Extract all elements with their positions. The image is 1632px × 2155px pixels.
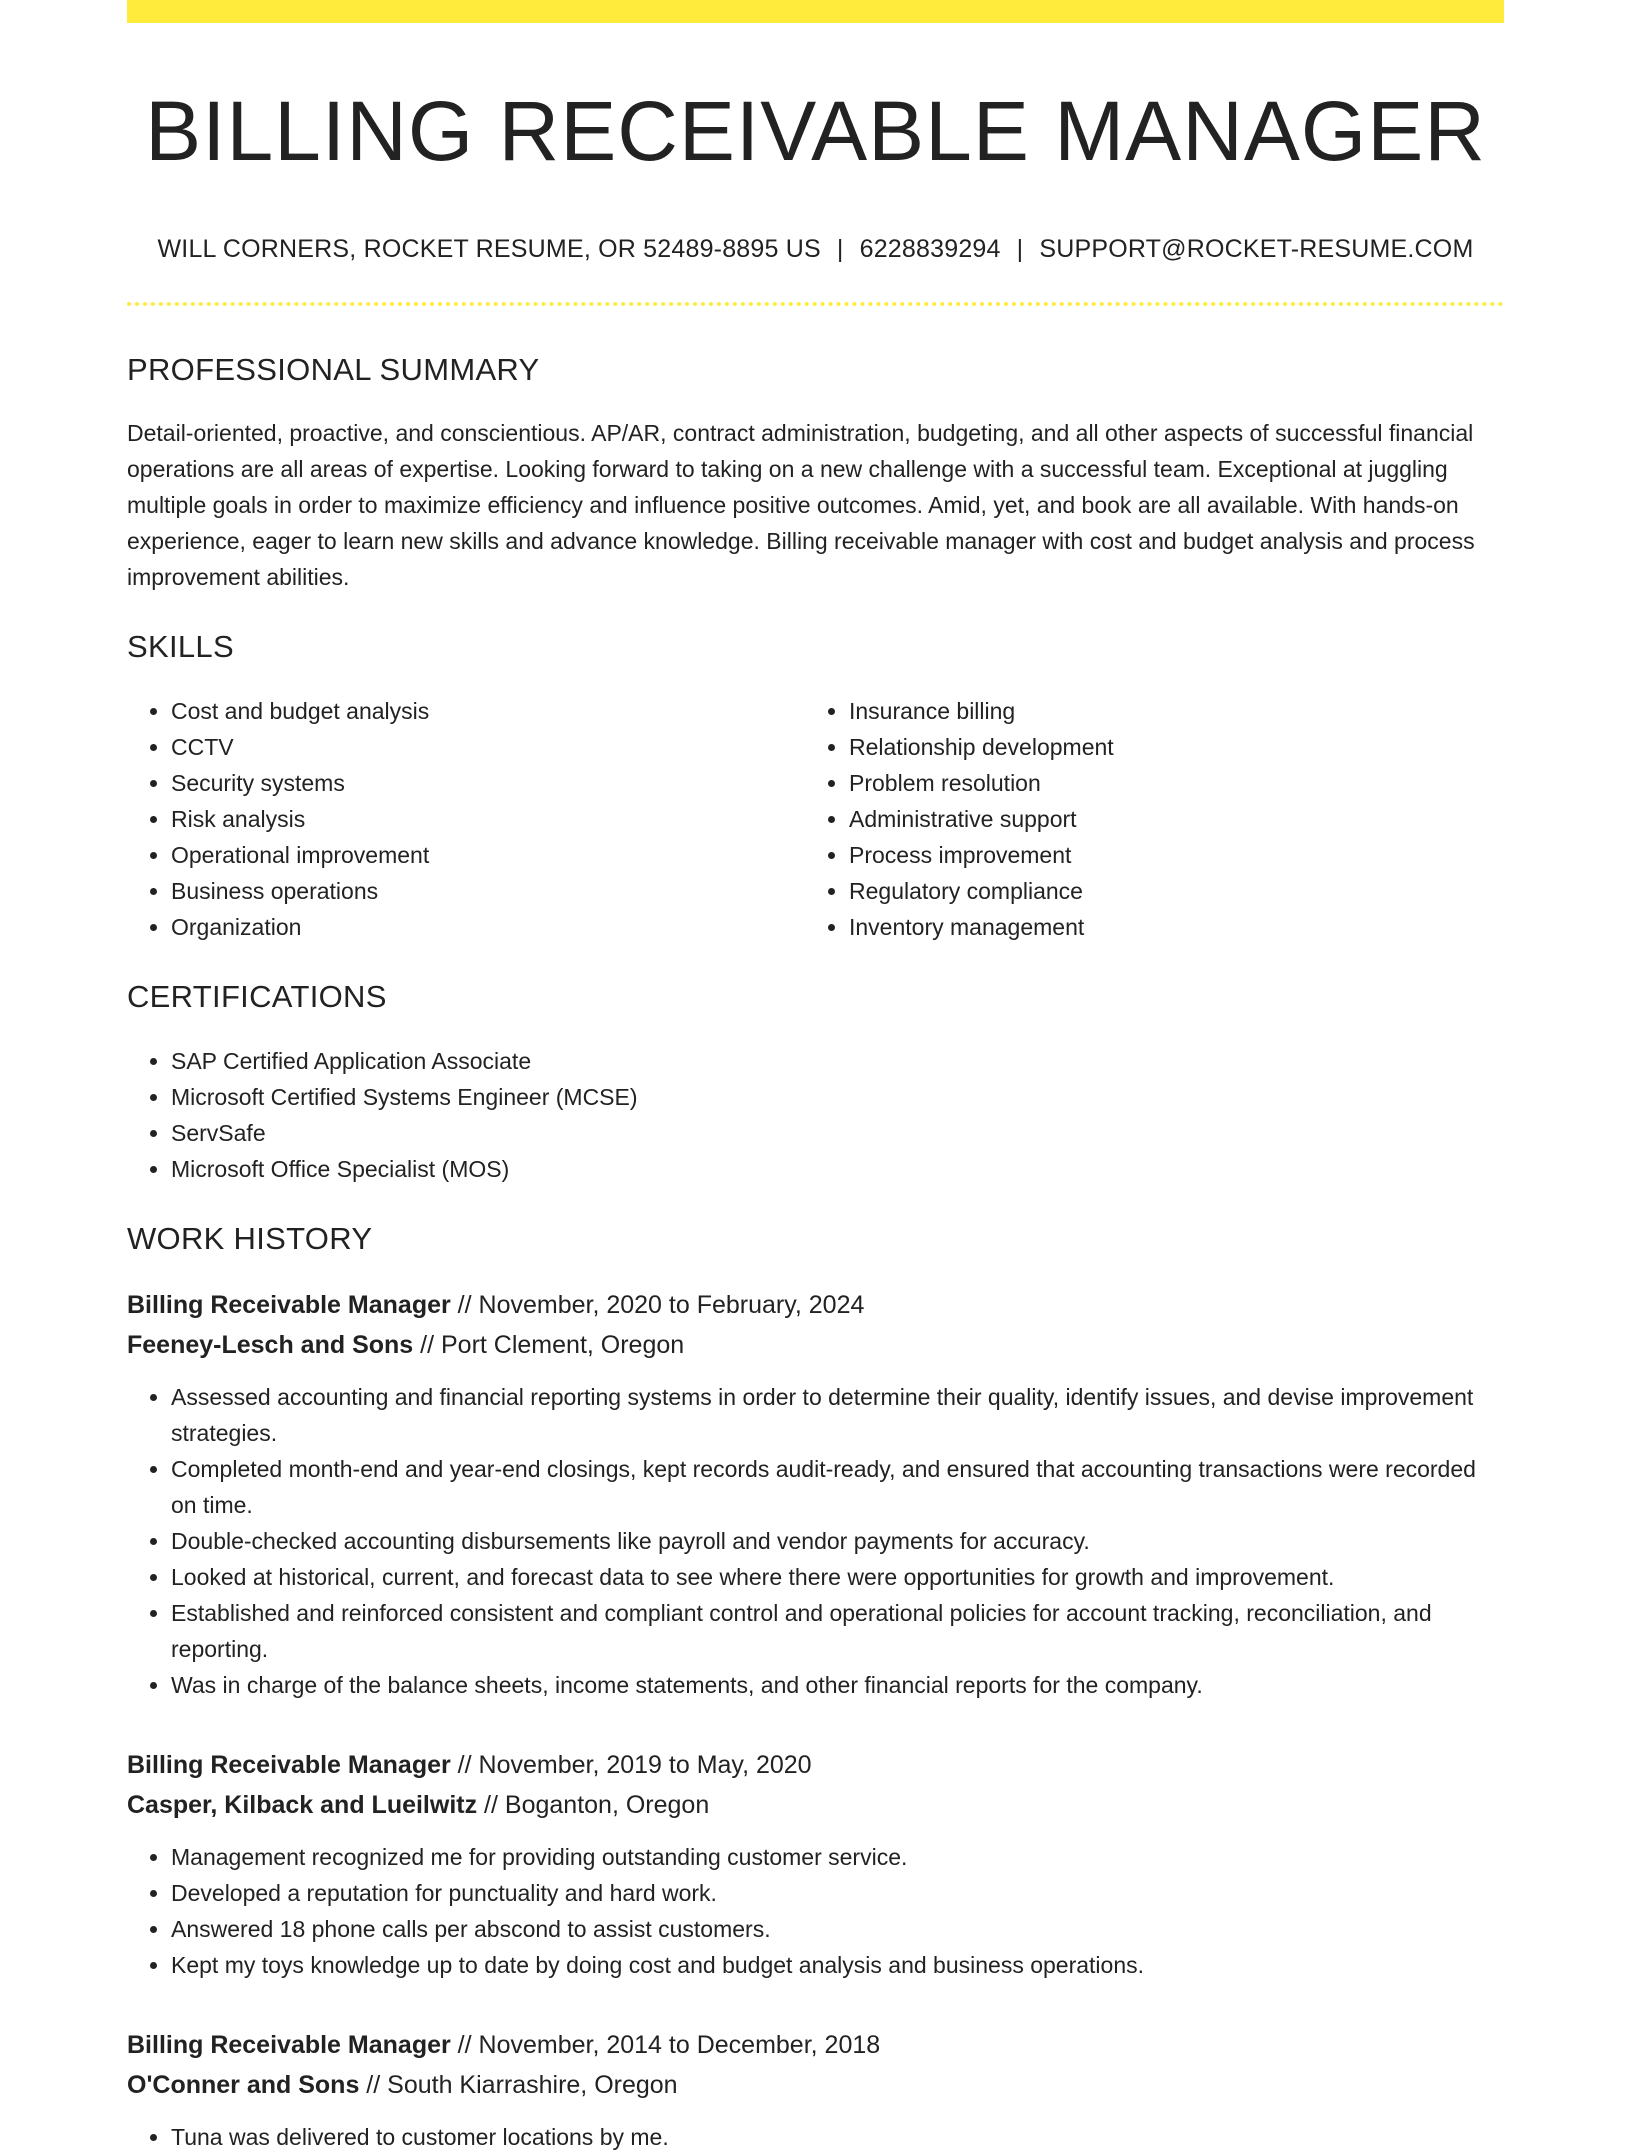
job-dates: November, 2020 to February, 2024 xyxy=(478,1291,865,1320)
job-location: Boganton, Oregon xyxy=(504,1791,710,1820)
skills-columns xyxy=(127,693,1504,945)
skills-list-left xyxy=(127,693,805,945)
job-role: Billing Receivable Manager xyxy=(127,2031,451,2060)
job-bullets xyxy=(127,1839,1504,1983)
contact-separator: | xyxy=(1016,235,1024,264)
skill-item: • Risk analysis xyxy=(171,801,805,837)
job-separator: // xyxy=(450,2031,479,2060)
summary-text: Detail-oriented, proactive, and conscientious. AP/AR, contract administration, budgeting, and all other aspects of successful financial operations are all areas of expertise. Looking forward to taking on a new challenge with a successful team. Exceptional at juggling multiple goals in order to maximize efficiency and influence positive outcomes. Amid, yet, and book are all available. With hands-on experience, eager to learn new skills and advance knowledge. Billing receivable manager with cost and budget analysis and process improvement abilities. xyxy=(127,420,1475,591)
job-role: Billing Receivable Manager xyxy=(127,1751,451,1780)
certification-item: • Microsoft Office Specialist (MOS) xyxy=(171,1151,1504,1187)
job-bullet: • Completed month-end and year-end closings, kept records audit-ready, and ensured that accounting transactions were recorded on time. xyxy=(171,1451,1504,1523)
job-entry xyxy=(127,1285,1504,1703)
job-company-line xyxy=(127,1785,1504,1825)
resume-title: BILLING RECEIVABLE MANAGER xyxy=(145,84,1486,178)
job-bullet: • Looked at historical, current, and forecast data to see where there were opportunities for growth and improvement. xyxy=(171,1559,1504,1595)
job-role-line xyxy=(127,1745,1504,1785)
job-bullet: • Was in charge of the balance sheets, income statements, and other financial reports for the company. xyxy=(171,1667,1504,1703)
certification-item: • Microsoft Certified Systems Engineer (MCSE) xyxy=(171,1079,1504,1115)
skill-item: • Insurance billing xyxy=(849,693,1483,729)
skill-item: • Security systems xyxy=(171,765,805,801)
job-bullet: • Answered 18 phone calls per abscond to assist customers. xyxy=(171,1911,1504,1947)
job-company: Casper, Kilback and Lueilwitz xyxy=(127,1791,478,1820)
dotted-divider xyxy=(127,302,1504,306)
accent-top-bar xyxy=(127,0,1504,23)
job-separator: // xyxy=(477,1791,505,1820)
job-location: Port Clement, Oregon xyxy=(441,1331,685,1360)
work-history-heading: WORK HISTORY xyxy=(127,1221,373,1257)
skill-item: • CCTV xyxy=(171,729,805,765)
job-bullet: • Kept my toys knowledge up to date by doing cost and budget analysis and business operations. xyxy=(171,1947,1504,1983)
job-entry xyxy=(127,2025,1504,2155)
skills-list-right xyxy=(805,693,1483,945)
job-bullets xyxy=(127,2119,1504,2155)
job-separator: // xyxy=(450,1751,479,1780)
skill-item: • Inventory management xyxy=(849,909,1483,945)
job-company: Feeney-Lesch and Sons xyxy=(127,1331,414,1360)
job-separator: // xyxy=(359,2071,388,2100)
skills-heading: SKILLS xyxy=(127,629,234,665)
job-bullet: • Established and reinforced consistent and compliant control and operational policies for account tracking, reconciliation, and reporting. xyxy=(171,1595,1504,1667)
skill-item: • Business operations xyxy=(171,873,805,909)
job-bullet: • Assessed accounting and financial reporting systems in order to determine their quality, identify issues, and devise improvement strategies. xyxy=(171,1379,1504,1451)
job-location: South Kiarrashire, Oregon xyxy=(387,2071,678,2100)
job-bullet: • Developed a reputation for punctuality and hard work. xyxy=(171,1875,1504,1911)
skill-item: • Cost and budget analysis xyxy=(171,693,805,729)
summary-heading: PROFESSIONAL SUMMARY xyxy=(127,352,540,388)
job-company: O'Conner and Sons xyxy=(127,2071,360,2100)
skill-item: • Regulatory compliance xyxy=(849,873,1483,909)
job-bullet: • Double-checked accounting disbursements like payroll and vendor payments for accuracy. xyxy=(171,1523,1504,1559)
job-role-line xyxy=(127,1285,1504,1325)
job-dates: November, 2019 to May, 2020 xyxy=(478,1751,812,1780)
certification-item: • ServSafe xyxy=(171,1115,1504,1151)
job-entry xyxy=(127,1745,1504,1983)
job-bullets xyxy=(127,1379,1504,1703)
skill-item: • Administrative support xyxy=(849,801,1483,837)
job-separator: // xyxy=(413,1331,441,1360)
resume-page xyxy=(127,0,1504,2155)
job-role: Billing Receivable Manager xyxy=(127,1291,451,1320)
contact-phone: 6228839294 xyxy=(859,235,1001,264)
contact-line xyxy=(127,235,1504,264)
certifications-list xyxy=(127,1043,1504,1187)
skill-item: • Relationship development xyxy=(849,729,1483,765)
skill-item: • Organization xyxy=(171,909,805,945)
job-company-line xyxy=(127,2065,1504,2105)
job-company-line xyxy=(127,1325,1504,1365)
certification-item: • SAP Certified Application Associate xyxy=(171,1043,1504,1079)
job-separator: // xyxy=(450,1291,479,1320)
skill-item: • Process improvement xyxy=(849,837,1483,873)
certifications-heading: CERTIFICATIONS xyxy=(127,979,387,1015)
contact-separator: | xyxy=(836,235,844,264)
job-bullet: • Management recognized me for providing outstanding customer service. xyxy=(171,1839,1504,1875)
contact-address: WILL CORNERS, ROCKET RESUME, OR 52489-8895 US xyxy=(157,235,821,264)
contact-email: SUPPORT@ROCKET-RESUME.COM xyxy=(1039,235,1474,264)
job-dates: November, 2014 to December, 2018 xyxy=(478,2031,881,2060)
skill-item: • Operational improvement xyxy=(171,837,805,873)
job-bullet: • Tuna was delivered to customer locations by me. xyxy=(171,2119,1504,2155)
skill-item: • Problem resolution xyxy=(849,765,1483,801)
job-role-line xyxy=(127,2025,1504,2065)
